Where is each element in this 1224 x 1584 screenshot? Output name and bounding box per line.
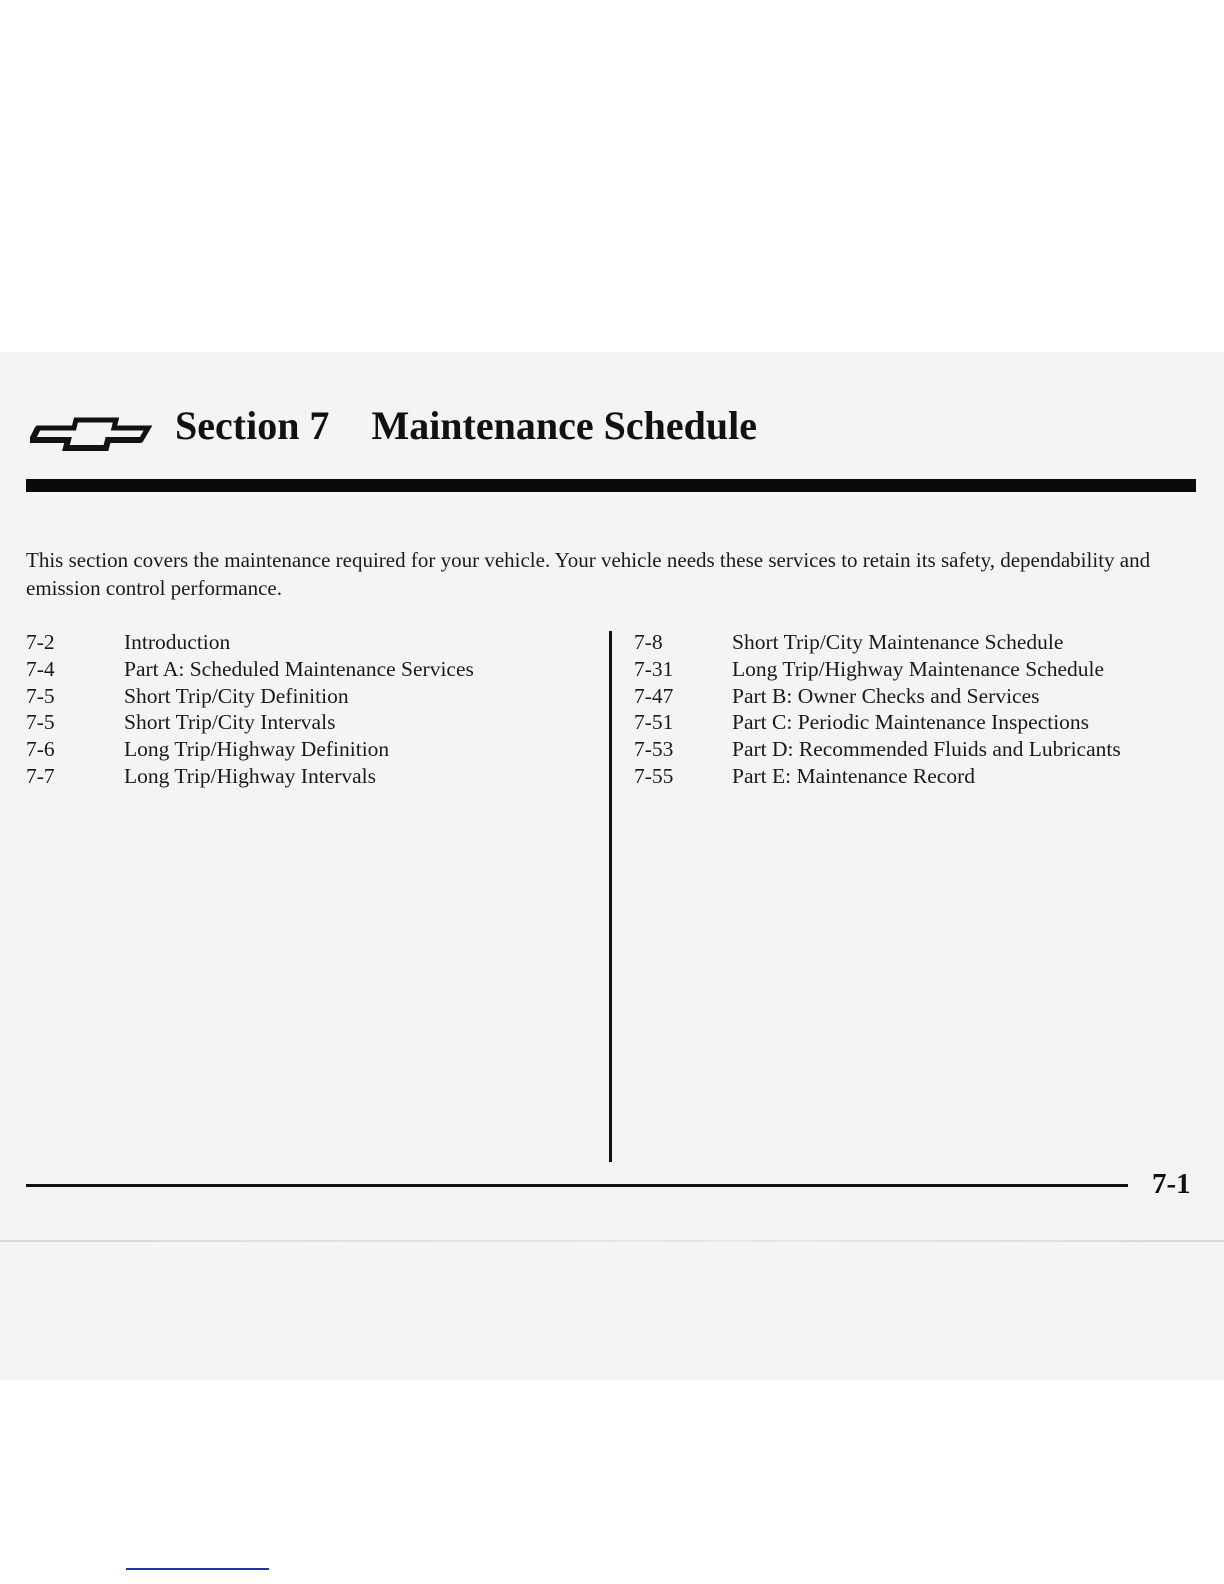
toc-page-number: 7-55 — [634, 763, 674, 788]
toc-entry-title: Short Trip/City Intervals — [124, 710, 336, 735]
toc-page-number: 7-4 — [26, 656, 55, 681]
toc-page-number: 7-53 — [634, 737, 674, 762]
footer-link-underline[interactable] — [126, 1568, 269, 1570]
toc-right-column — [634, 629, 1121, 790]
toc-entry[interactable] — [634, 683, 1121, 710]
toc-page-number: 7-7 — [26, 763, 55, 788]
toc-page-number: 7-5 — [26, 710, 55, 735]
toc-entry-title: Part B: Owner Checks and Services — [732, 683, 1040, 708]
toc-entry[interactable] — [634, 736, 1121, 763]
toc-page-number: 7-6 — [26, 737, 55, 762]
toc-entry[interactable] — [26, 736, 474, 763]
intro-paragraph: This section covers the maintenance required for your vehicle. Your vehicle needs these services to retain its safety, dependability and emission control performance. — [26, 548, 1151, 600]
toc-left-column — [26, 629, 474, 790]
toc-entry[interactable] — [634, 709, 1121, 736]
toc-entry-title: Part A: Scheduled Maintenance Services — [124, 656, 474, 681]
toc-page-number: 7-47 — [634, 683, 674, 708]
toc-entry-title: Introduction — [124, 630, 231, 654]
toc-entry[interactable] — [634, 629, 1121, 656]
page-title — [175, 403, 757, 448]
toc-entry-title: Part D: Recommended Fluids and Lubricants — [732, 737, 1121, 762]
page-edge-line — [0, 1240, 1224, 1242]
toc-page-number: 7-31 — [634, 656, 674, 681]
toc-entry-title: Long Trip/Highway Intervals — [124, 763, 377, 788]
toc-entry-title: Short Trip/City Definition — [124, 683, 349, 708]
header-rule — [26, 479, 1196, 492]
page-panel — [0, 352, 1224, 1380]
page-number: 7-1 — [1152, 1168, 1191, 1200]
toc-entry-title: Short Trip/City Maintenance Schedule — [732, 630, 1064, 654]
toc-entry-title: Part E: Maintenance Record — [732, 763, 975, 788]
section-label: Section 7 — [175, 403, 330, 448]
toc-entry[interactable] — [26, 656, 474, 683]
column-divider — [609, 631, 612, 1162]
toc-entry-title: Long Trip/Highway Maintenance Schedule — [732, 656, 1105, 681]
toc-entry-title: Part C: Periodic Maintenance Inspections — [732, 710, 1090, 735]
section-name: Maintenance Schedule — [371, 403, 757, 448]
toc-entry[interactable] — [26, 763, 474, 790]
toc-page-number: 7-8 — [634, 630, 663, 654]
toc-entry[interactable] — [634, 763, 1121, 790]
toc-page-number: 7-51 — [634, 710, 674, 735]
toc-entry-title: Long Trip/Highway Definition — [124, 737, 390, 762]
toc-page-number: 7-2 — [26, 630, 55, 654]
toc-entry[interactable] — [26, 709, 474, 736]
toc-entry[interactable] — [26, 683, 474, 710]
toc-page-number: 7-5 — [26, 683, 55, 708]
toc-entry[interactable] — [26, 629, 474, 656]
toc-entry[interactable] — [634, 656, 1121, 683]
footer-rule — [26, 1184, 1128, 1187]
bowtie-logo-icon — [30, 416, 152, 452]
